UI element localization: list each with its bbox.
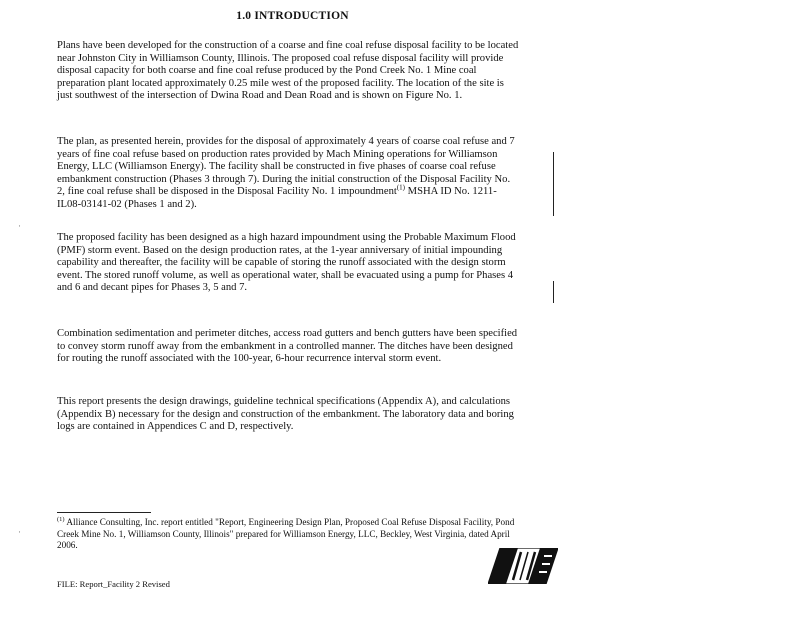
paragraph-text: The proposed facility has been designed as a high hazard impoundment using the Probable Maximum Flood (PMF) storm event. Based on the design production rates, at the 1-year anniversary of initial impounding capability and thereafter, the facility will be capable of storing the runoff associated with the design storm event. The stored runoff volume, as well as operational water, shall be evacuated using a pump for Phases 4 and 6 and decant pipes for Phases 3, 5 and 7.: [57, 232, 516, 294]
paragraph-report-contents: [57, 396, 519, 434]
section-heading: 1.0 INTRODUCTION: [236, 10, 349, 22]
file-label: FILE: Report_Facility 2 Revised: [57, 579, 170, 589]
paragraph-intro: [57, 40, 519, 103]
paragraph-text: This report presents the design drawings, guideline technical specifications (Appendix A), and calculations (Appendix B) necessary for the design and construction of the embankment. The laboratory data and boring logs are contained in Appendices C and D, respectively.: [57, 396, 514, 433]
footnote: [57, 517, 519, 552]
revision-bar: [553, 152, 554, 216]
company-logo-icon: [488, 548, 558, 584]
paragraph-text: Combination sedimentation and perimeter ditches, access road gutters and bench gutters have been specified to convey storm runoff away from the embankment in a controlled manner. The ditches have been designed for routing the runoff associated with the 100-year, 6-hour recurrence interval storm event.: [57, 328, 518, 365]
paragraph-text: MSHA ID No. 1211-IL08-03141-02 (Phases 1 and 2).: [57, 186, 497, 210]
footnote-reference: (1): [396, 183, 405, 192]
margin-mark: ·: [18, 527, 21, 537]
revision-bar: [553, 281, 554, 303]
paragraph-text: The plan, as presented herein, provides for the disposal of approximately 4 years of coarse coal refuse and 7 years of fine coal refuse based on production rates provided by Mach Mining operations for Williamson Energy, LLC (Williamson Energy). The facility shall be constructed in five phases of coarse coal refuse embankment construction (Phases 3 through 7). During the initial construction of the Disposal Facility No. 2, fine coal refuse shall be disposed in the Disposal Facility No. 1 impoundment: [57, 136, 515, 198]
paragraph-plan: [57, 136, 519, 212]
footnote-marker: (1): [57, 515, 65, 523]
footnote-text: Alliance Consulting, Inc. report entitled "Report, Engineering Design Plan, Proposed Coal Refuse Disposal Facility, Pond Creek Mine No. 1, Williamson County, Illinois" prepared for Williamson Energy, LLC, Beckley, West Virginia, dated April 2006.: [57, 517, 515, 551]
margin-mark: ·: [18, 221, 21, 231]
footnote-separator: [57, 512, 151, 513]
paragraph-text: Plans have been developed for the construction of a coarse and fine coal refuse disposal facility to be located near Johnston City in Williamson County, Illinois. The proposed coal refuse disposal facility will provide disposal capacity for both coarse and fine coal refuse produced by the Pond Creek No. 1 Mine coal preparation plant located approximately 0.25 mile west of the proposed facility. The location of the site is just southwest of the intersection of Dwina Road and Dean Road and is shown on Figure No. 1.: [57, 40, 519, 102]
paragraph-ditches: [57, 328, 519, 366]
paragraph-design: [57, 232, 519, 295]
